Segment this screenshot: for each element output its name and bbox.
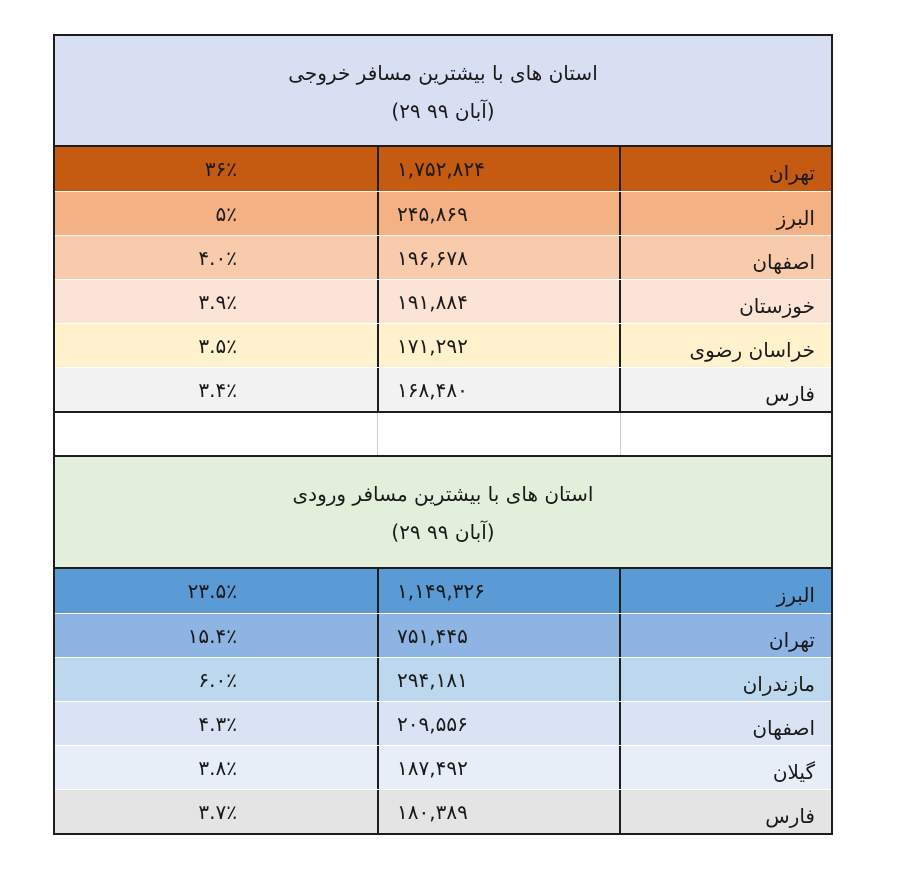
table-row bbox=[55, 279, 831, 323]
empty-separator-row bbox=[55, 411, 831, 457]
outgoing-table bbox=[55, 147, 831, 411]
province-cell: اصفهان bbox=[752, 249, 815, 274]
incoming-table bbox=[55, 569, 831, 833]
percent-cell: ۶.۰٪ bbox=[198, 667, 237, 692]
incoming-title: استان های با بیشترین مسافر ورودی bbox=[292, 482, 594, 506]
percent-cell: ۳.۹٪ bbox=[198, 289, 237, 314]
count-cell: ۱۹۶,۶۷۸ bbox=[377, 236, 621, 279]
province-cell: فارس bbox=[765, 381, 815, 406]
stats-sheet bbox=[53, 34, 833, 835]
province-cell: فارس bbox=[765, 803, 815, 828]
table-row bbox=[55, 657, 831, 701]
table-row bbox=[55, 367, 831, 411]
table-row bbox=[55, 613, 831, 657]
percent-cell: ۳.۴٪ bbox=[198, 377, 237, 402]
incoming-date: (۲۹ آبان ۹۹) bbox=[391, 520, 495, 544]
count-cell: ۱,۷۵۲,۸۲۴ bbox=[377, 147, 621, 191]
percent-cell: ۲۳.۵٪ bbox=[187, 579, 237, 603]
count-cell: ۱۷۱,۲۹۲ bbox=[377, 324, 621, 367]
percent-cell: ۳.۷٪ bbox=[198, 799, 237, 824]
province-cell: تهران bbox=[768, 627, 815, 652]
province-cell: البرز bbox=[776, 205, 815, 230]
table-row bbox=[55, 147, 831, 191]
incoming-header bbox=[55, 457, 831, 569]
province-cell: گیلان bbox=[772, 759, 815, 784]
count-cell: ۱۹۱,۸۸۴ bbox=[377, 280, 621, 323]
table-row bbox=[55, 745, 831, 789]
table-row bbox=[55, 789, 831, 833]
percent-cell: ۳.۵٪ bbox=[198, 333, 237, 358]
outgoing-title: استان های با بیشترین مسافر خروجی bbox=[288, 61, 598, 85]
percent-cell: ۴.۳٪ bbox=[198, 711, 237, 736]
outgoing-header bbox=[55, 36, 831, 147]
count-cell: ۷۵۱,۴۴۵ bbox=[377, 614, 621, 657]
percent-cell: ۳۶٪ bbox=[204, 157, 237, 181]
province-cell: مازندران bbox=[742, 671, 815, 696]
table-row bbox=[55, 191, 831, 235]
count-cell: ۱۸۰,۳۸۹ bbox=[377, 790, 621, 833]
table-row bbox=[55, 323, 831, 367]
count-cell: ۱۶۸,۴۸۰ bbox=[377, 368, 621, 411]
count-cell: ۲۰۹,۵۵۶ bbox=[377, 702, 621, 745]
province-cell: خراسان رضوی bbox=[689, 337, 815, 362]
province-cell: اصفهان bbox=[752, 715, 815, 740]
percent-cell: ۱۵.۴٪ bbox=[187, 623, 237, 648]
percent-cell: ۴.۰٪ bbox=[198, 245, 237, 270]
count-cell: ۱۸۷,۴۹۲ bbox=[377, 746, 621, 789]
table-row bbox=[55, 235, 831, 279]
province-cell: خوزستان bbox=[739, 293, 815, 318]
count-cell: ۲۴۵,۸۶۹ bbox=[377, 192, 621, 235]
table-row bbox=[55, 701, 831, 745]
count-cell: ۱,۱۴۹,۳۲۶ bbox=[377, 569, 621, 613]
province-cell: تهران bbox=[768, 161, 815, 185]
outgoing-date: (۲۹ آبان ۹۹) bbox=[391, 99, 495, 123]
percent-cell: ۳.۸٪ bbox=[198, 755, 237, 780]
province-cell: البرز bbox=[776, 583, 815, 607]
percent-cell: ۵٪ bbox=[215, 201, 237, 226]
count-cell: ۲۹۴,۱۸۱ bbox=[377, 658, 621, 701]
table-row bbox=[55, 569, 831, 613]
